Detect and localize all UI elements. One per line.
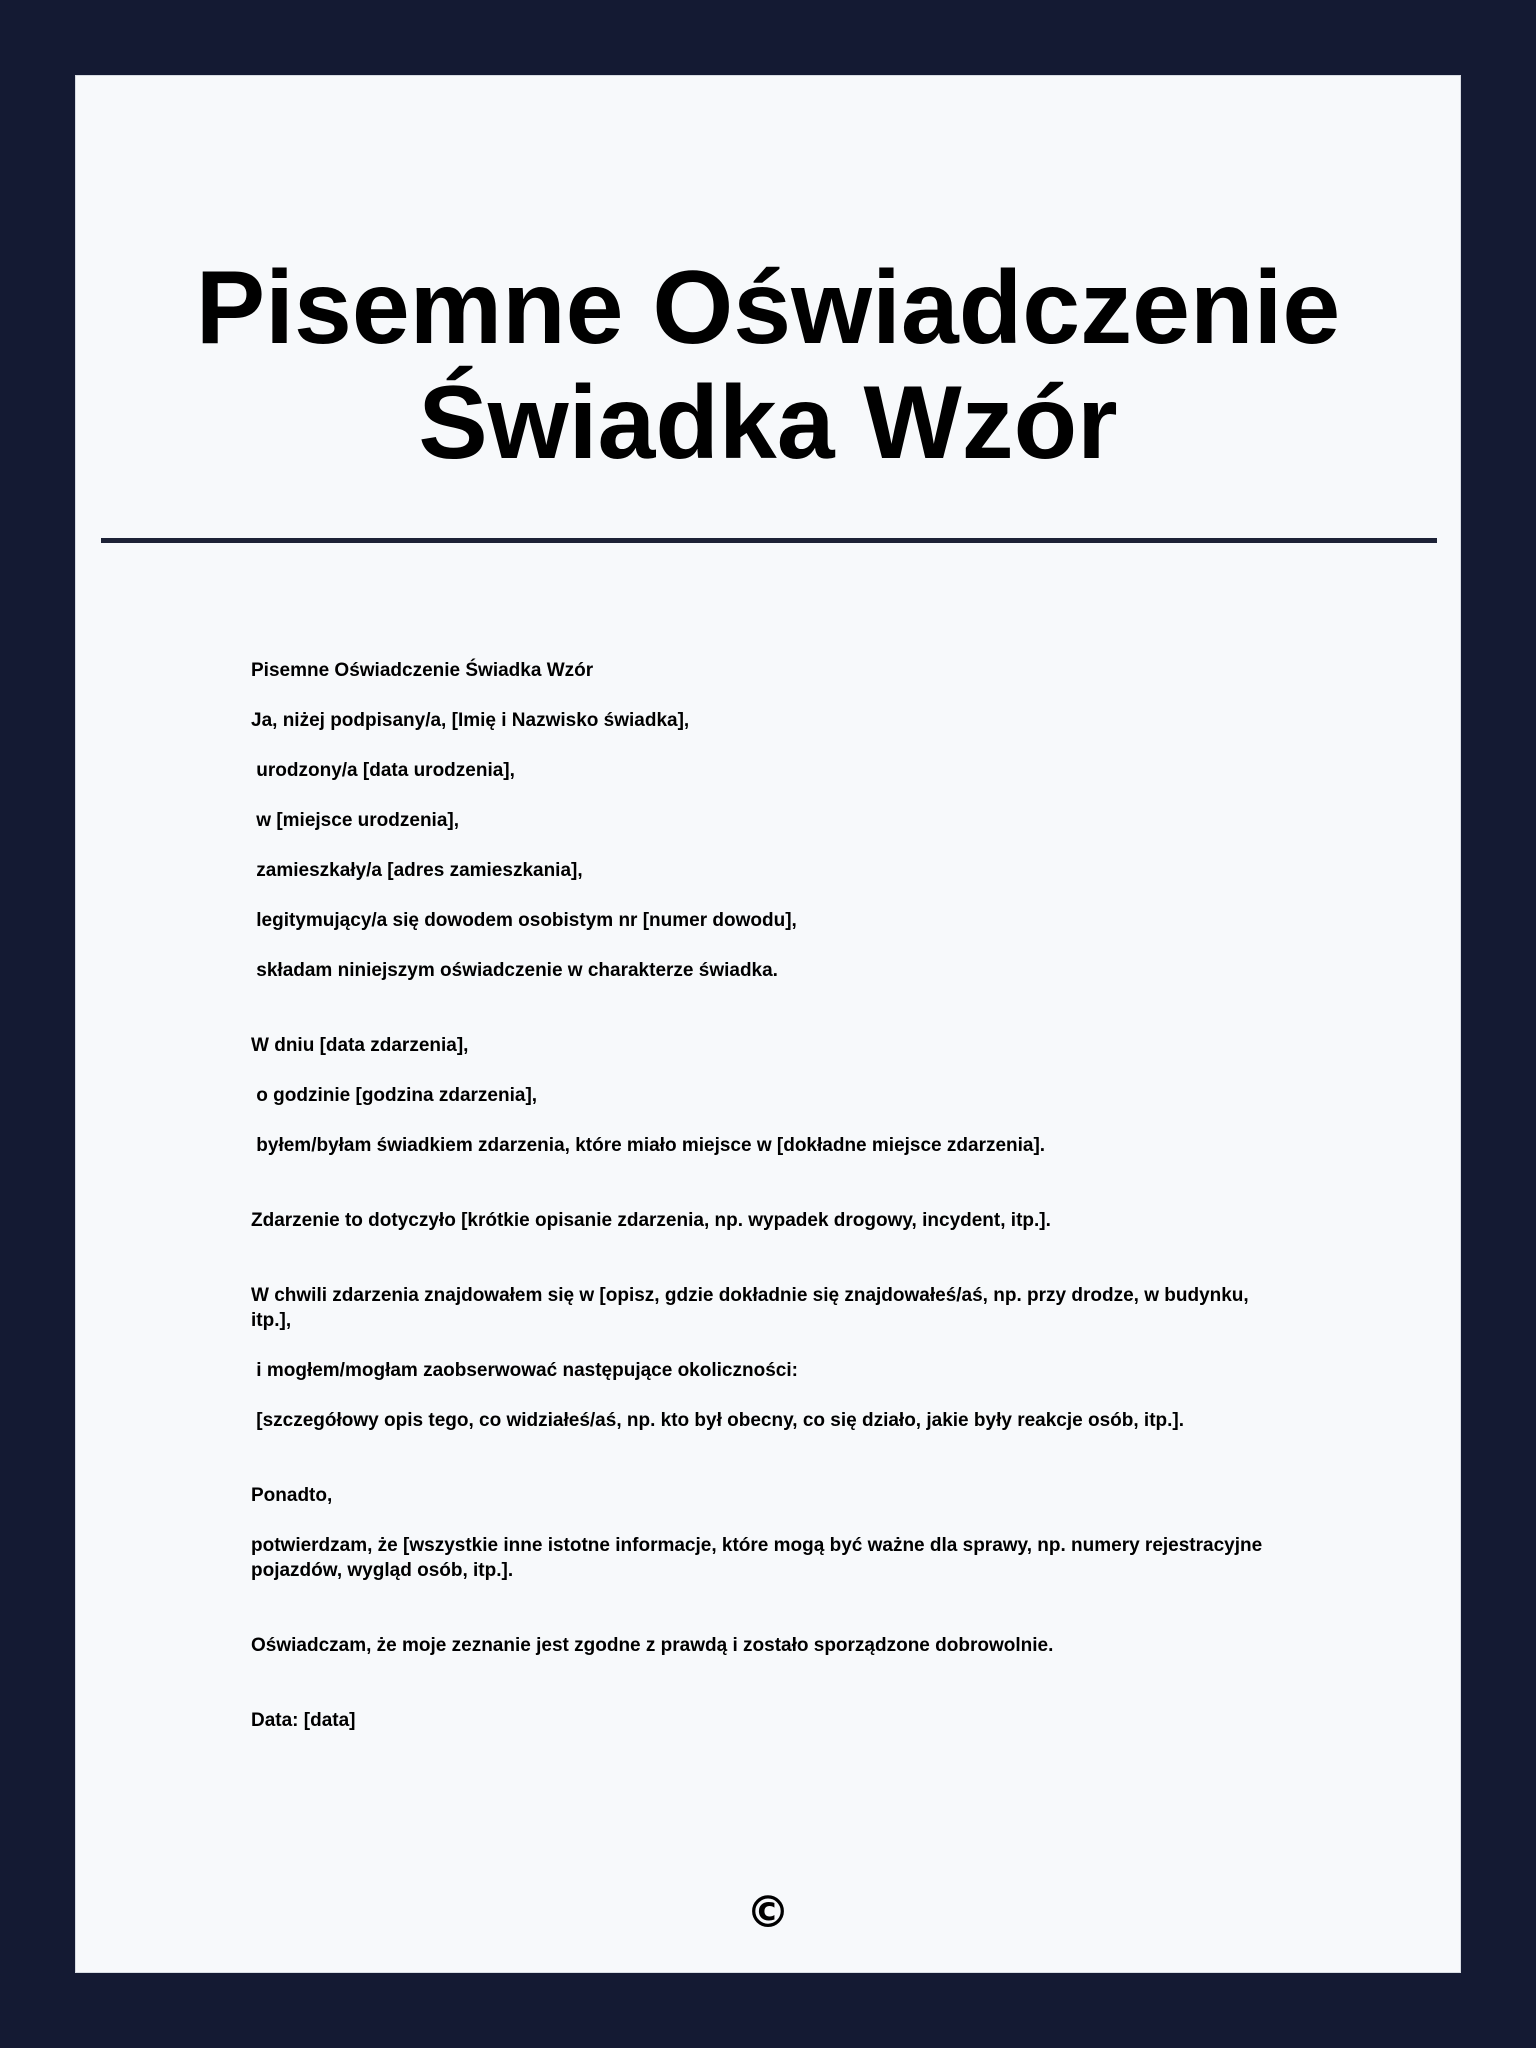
statement-line: potwierdzam, że [wszystkie inne istotne informacje, które mogą być ważne dla sprawy, np. numery rejestracyjne pojazdów, wygląd osób, itp.]. (251, 1535, 1268, 1581)
statement-line: Zdarzenie to dotyczyło [krótkie opisanie zdarzenia, np. wypadek drogowy, incydent, itp.]. (251, 1210, 1051, 1231)
statement-line: W dniu [data zdarzenia], (251, 1035, 469, 1056)
statement-line: Oświadczam, że moje zeznanie jest zgodne z prawdą i zostało sporządzone dobrowolnie. (251, 1635, 1054, 1656)
statement-line: byłem/byłam świadkiem zdarzenia, które miało miejsce w [dokładne miejsce zdarzenia]. (251, 1135, 1046, 1156)
date-line: Data: [data] (251, 1710, 356, 1731)
title-divider (101, 538, 1437, 543)
statement-line: składam niniejszym oświadczenie w charakterze świadka. (251, 960, 778, 981)
paragraph-gap (251, 1258, 1271, 1283)
statement-line: Ja, niżej podpisany/a, [Imię i Nazwisko świadka], (251, 710, 690, 731)
paragraph-gap (251, 1608, 1271, 1633)
statement-line: o godzinie [godzina zdarzenia], (251, 1085, 538, 1106)
paragraph-gap (251, 1458, 1271, 1483)
title-line-1: Pisemne Oświadczenie (195, 250, 1341, 366)
page-title (76, 251, 1460, 481)
copyright-icon: © (746, 1887, 790, 1938)
paragraph-gap (251, 1008, 1271, 1033)
paragraph-gap (251, 1183, 1271, 1208)
statement-line: W chwili zdarzenia znajdowałem się w [opisz, gdzie dokładnie się znajdowałeś/aś, np. przy drodze, w budynku, itp.], (251, 1285, 1254, 1331)
statement-line: zamieszkały/a [adres zamieszkania], (251, 860, 583, 881)
statement-body (251, 658, 1271, 1758)
title-line-2: Świadka Wzór (418, 365, 1118, 481)
statement-line: urodzony/a [data urodzenia], (251, 760, 515, 781)
statement-line: legitymujący/a się dowodem osobistym nr [numer dowodu], (251, 910, 797, 931)
statement-line: i mogłem/mogłam zaobserwować następujące okoliczności: (251, 1360, 798, 1381)
statement-line: [szczegółowy opis tego, co widziałeś/aś, np. kto był obecny, co się działo, jakie były reakcje osób, itp.]. (251, 1410, 1185, 1431)
paragraph-gap (251, 1683, 1271, 1708)
statement-line: Ponadto, (251, 1485, 333, 1506)
document-page (75, 75, 1461, 1973)
statement-heading: Pisemne Oświadczenie Świadka Wzór (251, 660, 594, 681)
statement-line: w [miejsce urodzenia], (251, 810, 460, 831)
